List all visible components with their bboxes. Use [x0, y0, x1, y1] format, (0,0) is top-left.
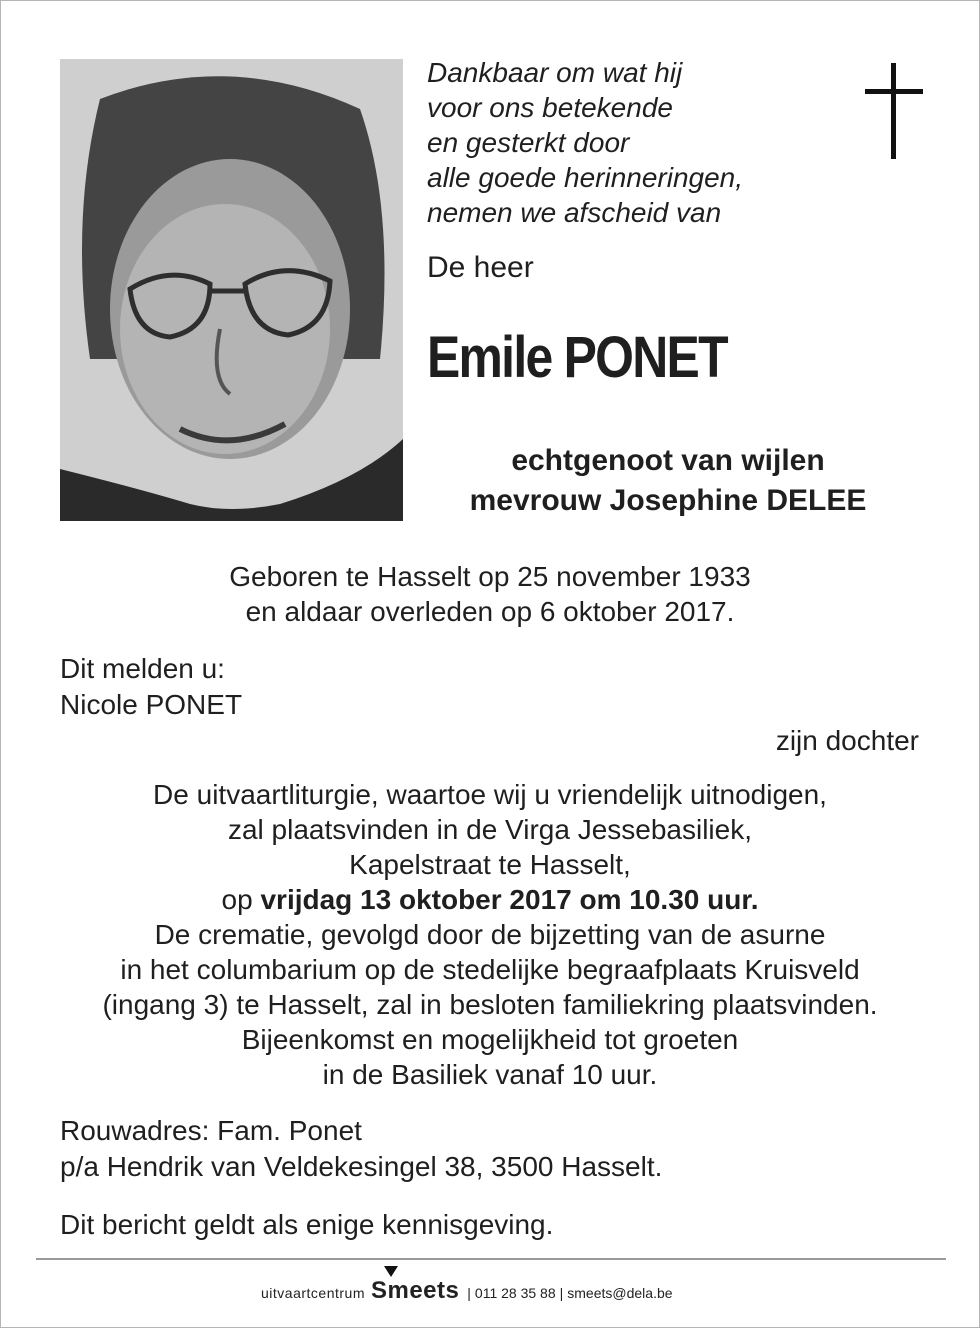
triangle-marker-icon [384, 1266, 398, 1277]
birth-line: Geboren te Hasselt op 25 november 1933 [229, 561, 751, 592]
funeral-line: De crematie, gevolgd door de bijzetting van de asurne [154, 919, 826, 950]
spouse-line: mevrouw Josephine DELEE [469, 484, 867, 517]
cross-horizontal-bar [865, 89, 923, 94]
funeral-line: in de Basiliek vanaf 10 uur. [322, 1059, 658, 1090]
funeral-line: in het columbarium op de stedelijke begraafplaats Kruisveld [120, 954, 860, 985]
intro-text [427, 55, 847, 230]
funeral-details [1, 777, 979, 1092]
funeral-line: Bijeenkomst en mogelijkheid tot groeten [241, 1024, 739, 1055]
funeral-date [1, 882, 979, 917]
funeral-date-prefix: op [221, 884, 261, 915]
funeral-date-bold: vrijdag 13 oktober 2017 om 10.30 uur. [260, 884, 759, 915]
death-line: en aldaar overleden op 6 oktober 2017. [245, 596, 735, 627]
cross-vertical-bar [891, 63, 896, 159]
deceased-name: Emile PONET [427, 325, 727, 390]
intro-line: alle goede herinneringen, [427, 162, 744, 193]
footer-separator: | [559, 1285, 564, 1301]
spouse-info [413, 441, 923, 521]
cross-icon [865, 63, 923, 161]
notice-text: Dit bericht geldt als enige kennisgeving. [60, 1209, 554, 1240]
portrait-illustration [60, 59, 403, 521]
announcer-relation: zijn dochter [775, 725, 919, 756]
funeral-line: De uitvaartliturgie, waartoe wij u vriendelijk uitnodigen, [153, 779, 827, 810]
footer [261, 1277, 673, 1305]
footer-phone: 011 28 35 88 [474, 1285, 556, 1301]
footer-email[interactable]: smeets@dela.be [567, 1285, 673, 1301]
announcer-name: Nicole PONET [60, 689, 243, 720]
birth-death-info [1, 559, 979, 629]
address-line: p/a Hendrik van Veldekesingel 38, 3500 Hasselt. [60, 1151, 663, 1182]
intro-line: voor ons betekende [427, 92, 673, 123]
funeral-line: zal plaatsvinden in de Virga Jessebasiliek, [227, 814, 752, 845]
footer-center-label: uitvaartcentrum [261, 1285, 365, 1301]
funeral-line: (ingang 3) te Hasselt, zal in besloten familiekring plaatsvinden. [102, 989, 878, 1020]
portrait-photo [60, 59, 403, 521]
intro-line: nemen we afscheid van [427, 197, 722, 228]
intro-line: Dankbaar om wat hij [427, 57, 683, 88]
footer-brand: Smeets [370, 1277, 460, 1304]
announcers-label: Dit melden u: [60, 653, 225, 684]
intro-line: en gesterkt door [427, 127, 630, 158]
address-line: Rouwadres: Fam. Ponet [60, 1115, 362, 1146]
title-prefix: De heer [427, 251, 534, 284]
spouse-line: echtgenoot van wijlen [511, 444, 825, 477]
footer-separator: | [467, 1285, 471, 1301]
funeral-line: Kapelstraat te Hasselt, [349, 849, 631, 880]
footer-divider [36, 1258, 946, 1260]
